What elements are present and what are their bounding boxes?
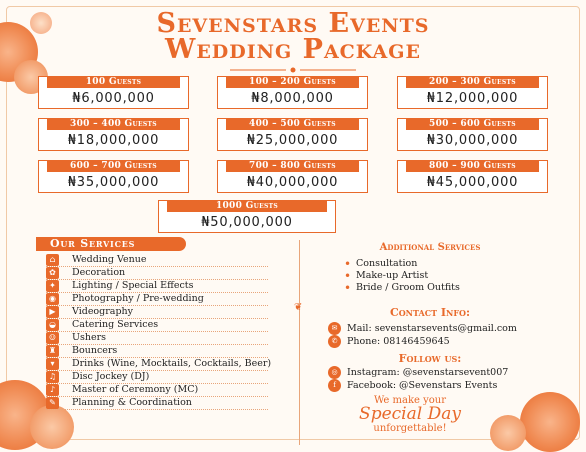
service-item <box>46 267 268 280</box>
service-label: Master of Ceremony (MC) <box>72 384 199 395</box>
service-label: Catering Services <box>72 319 159 330</box>
package-guests: 500 – 600 Guests <box>406 118 539 130</box>
service-item <box>46 254 268 267</box>
package-guests: 300 – 400 Guests <box>47 118 180 130</box>
service-label: Bouncers <box>72 345 118 356</box>
planning-icon: ✎ <box>46 397 59 409</box>
service-label: Photography / Pre-wedding <box>72 293 204 304</box>
decoration-icon: ✿ <box>46 267 59 279</box>
package-price: ₦35,000,000 <box>67 175 160 190</box>
service-item <box>46 319 268 332</box>
package-price: ₦8,000,000 <box>251 91 334 106</box>
package-guests: 800 – 900 Guests <box>406 160 539 172</box>
contact-heading: Contact Info: <box>389 306 471 319</box>
phone-icon: ✆ <box>328 335 341 348</box>
instagram-icon: ◎ <box>328 366 341 379</box>
package-card <box>158 200 336 233</box>
additional-service-item: • Consultation <box>356 258 417 269</box>
package-guests: 600 – 700 Guests <box>47 160 180 172</box>
follow-heading: Follow us: <box>398 352 462 365</box>
flower-bottom-left-decoration-2 <box>30 405 74 449</box>
package-price: ₦45,000,000 <box>426 175 519 190</box>
page-subtitle: Wedding Package <box>165 34 421 65</box>
package-price: ₦18,000,000 <box>67 133 160 148</box>
service-item <box>46 332 268 345</box>
service-label: Decoration <box>72 267 126 278</box>
vertical-divider <box>299 240 300 445</box>
service-label: Lighting / Special Effects <box>72 280 194 291</box>
tagline-line-2: Special Day <box>359 404 461 424</box>
dj-icon: ♫ <box>46 371 59 383</box>
package-card <box>217 118 368 151</box>
additional-service-item: • Make-up Artist <box>356 270 428 281</box>
tagline-line-1: We make your <box>373 395 447 406</box>
instagram-text: Instagram: @sevenstarsevent007 <box>347 367 509 378</box>
social-facebook <box>328 379 497 393</box>
bouncers-icon: ♜ <box>46 345 59 357</box>
video-icon: ▶ <box>46 306 59 318</box>
package-card <box>38 160 189 193</box>
phone-text: Phone: 08146459645 <box>347 336 450 347</box>
package-price: ₦6,000,000 <box>72 91 155 106</box>
title-divider-ornament <box>230 67 356 73</box>
divider-ornament-icon: ❦ <box>294 302 303 313</box>
ushers-icon: ☺ <box>46 332 59 344</box>
package-price: ₦40,000,000 <box>246 175 339 190</box>
mail-icon: ✉ <box>328 322 341 335</box>
package-guests: 100 – 200 Guests <box>226 76 359 88</box>
package-price: ₦50,000,000 <box>201 215 293 230</box>
service-item <box>46 371 268 384</box>
additional-service-item: • Bride / Groom Outfits <box>356 282 460 293</box>
package-card <box>217 76 368 109</box>
mail-text: Mail: sevenstarsevents@gmail.com <box>347 323 517 334</box>
service-item <box>46 358 272 371</box>
package-card <box>397 118 548 151</box>
package-card <box>397 76 548 109</box>
package-price: ₦12,000,000 <box>426 91 519 106</box>
service-label: Wedding Venue <box>72 254 147 265</box>
mc-icon: ♪ <box>46 384 59 396</box>
tagline-line-3: unforgettable! <box>373 423 447 434</box>
facebook-text: Facebook: @Sevenstars Events <box>347 380 498 391</box>
additional-services-heading: Additional Services <box>379 242 481 253</box>
social-instagram <box>328 366 508 380</box>
package-guests: 1000 Guests <box>167 200 327 212</box>
package-card <box>397 160 548 193</box>
service-label: Disc Jockey (DJ) <box>72 371 150 382</box>
package-price: ₦25,000,000 <box>246 133 339 148</box>
package-card <box>217 160 368 193</box>
service-label: Planning & Coordination <box>72 397 192 408</box>
package-card <box>38 76 189 109</box>
service-item <box>46 306 268 319</box>
service-label: Ushers <box>72 332 107 343</box>
drinks-icon: ▾ <box>46 358 59 370</box>
package-price: ₦30,000,000 <box>426 133 519 148</box>
flower-bottom-right-decoration <box>520 392 580 452</box>
venue-icon: ⌂ <box>46 254 59 266</box>
contact-mail <box>328 322 517 336</box>
package-guests: 700 – 800 Guests <box>226 160 359 172</box>
facebook-icon: f <box>328 379 341 392</box>
package-guests: 100 Guests <box>47 76 180 88</box>
service-item <box>46 345 268 358</box>
service-item <box>46 384 268 397</box>
services-heading: Our Services <box>36 237 186 251</box>
package-guests: 200 – 300 Guests <box>406 76 539 88</box>
camera-icon: ◉ <box>46 293 59 305</box>
package-guests: 400 – 500 Guests <box>226 118 359 130</box>
package-card <box>38 118 189 151</box>
page-title: Sevenstars Events <box>156 8 430 39</box>
service-item <box>46 397 268 410</box>
lighting-icon: ✦ <box>46 280 59 292</box>
service-label: Drinks (Wine, Mocktails, Cocktails, Beer) <box>72 358 272 369</box>
service-label: Videography <box>72 306 134 317</box>
service-item <box>46 280 268 293</box>
service-item <box>46 293 268 306</box>
contact-phone <box>328 335 450 349</box>
catering-icon: ◒ <box>46 319 59 331</box>
